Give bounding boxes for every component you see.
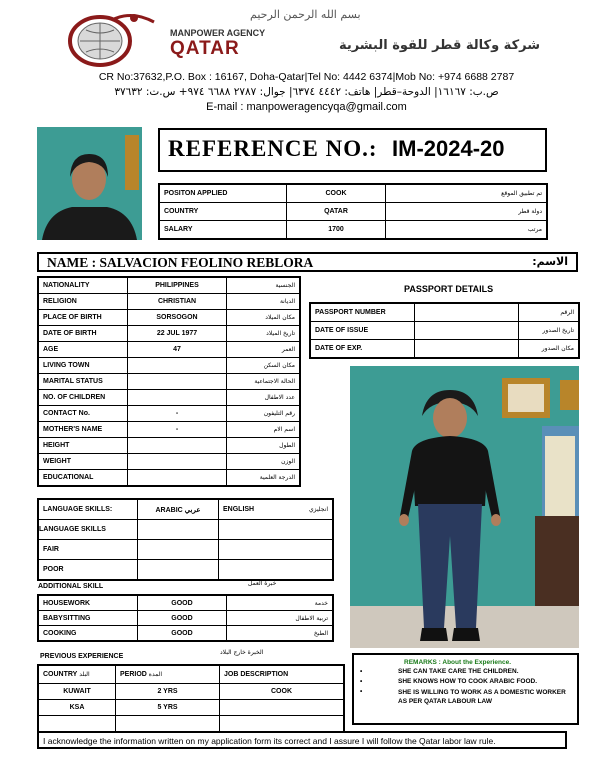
table-row [38,326,300,342]
table-row [38,595,333,611]
language-row-label: FAIR [38,540,138,560]
country-value: QATAR [287,203,386,221]
position-table [158,183,548,240]
agency-big-title: QATAR [170,38,240,59]
personal-arabic: الدرجة العلمية [227,470,301,487]
table-row [38,540,333,560]
remarks-item: • SHE IS WILLING TO WORK AS A DOMESTIC WORKER AS PER QATAR LABOUR LAW [360,688,570,706]
table-row [38,716,344,733]
personal-label: AGE [38,342,128,358]
personal-label: NATIONALITY [38,277,128,294]
table-row [38,470,300,487]
personal-arabic: العمر [227,342,301,358]
salary-value: 1700 [287,221,386,240]
personal-label: PLACE OF BIRTH [38,310,128,326]
experience-country: KSA [38,700,116,716]
table-row [159,203,547,221]
remarks-item-text: SHE IS WILLING TO WORK AS A DOMESTIC WORKER AS PER QATAR LABOUR LAW [398,689,566,705]
personal-label: LIVING TOWN [38,358,128,374]
table-row [38,499,333,520]
table-row [38,294,300,310]
experience-title-ar: الخبرة خارج البلاد [220,649,264,656]
skill-label: BABYSITTING [38,611,138,626]
table-row [38,626,333,642]
table-row [38,560,333,581]
reference-value: IM-2024-20 [392,136,505,161]
personal-arabic: تاريخ الميلاد [227,326,301,342]
table-row [38,454,300,470]
personal-arabic: الحالة الاجتماعية [227,374,301,390]
applicant-name: NAME : SALVACION FEOLINO REBLORA [47,255,314,270]
passport-value [415,322,519,340]
passport-arabic: الرقم [519,303,580,322]
personal-label: CONTACT No. [38,406,128,422]
personal-arabic: رقم التليفون [227,406,301,422]
personal-value [128,374,227,390]
reference-box [158,128,547,172]
additional-skill-table [37,594,334,642]
reference-label: REFERENCE NO.: [168,136,378,161]
applicant-full-photo [350,366,579,648]
experience-table [37,664,345,733]
table-row [310,303,579,322]
table-row [38,520,333,540]
skill-arabic: تربية الاطفال [227,611,334,626]
table-row [38,611,333,626]
table-row [310,322,579,340]
name-bar [37,252,578,272]
passport-arabic: مكان الصدور [519,340,580,359]
experience-title: PREVIOUS EXPERIENCE [40,653,124,660]
country-label: COUNTRY [159,203,287,221]
language-english-ar: انجليزي [286,499,333,520]
table-row [159,221,547,240]
email: E-mail : manpoweragencyqa@gmail.com [206,101,407,113]
country-arabic: دولة قطر [386,203,548,221]
additional-skill-title: ADDITIONAL SKILL [38,583,104,590]
experience-country: KUWAIT [38,684,116,700]
table-row [38,665,344,684]
skill-value: GOOD [138,595,227,611]
experience-job: COOK [220,684,345,700]
table-row [38,390,300,406]
personal-arabic: الجنسية [227,277,301,294]
remarks-item: • SHE KNOWS HOW TO COOK ARABIC FOOD. [360,678,538,685]
table-row [38,406,300,422]
personal-arabic: الطول [227,438,301,454]
position-label: POSITON APPLIED [159,184,287,203]
personal-value [128,454,227,470]
personal-value: CHRISTIAN [128,294,227,310]
language-table [37,498,334,581]
passport-label: PASSPORT NUMBER [310,303,415,322]
personal-value [128,358,227,374]
passport-title: PASSPORT DETAILS [404,284,494,294]
personal-arabic: اسم الام [227,422,301,438]
personal-label: DATE OF BIRTH [38,326,128,342]
table-row [38,438,300,454]
skill-arabic: خدمة [227,595,334,611]
personal-label: NO. OF CHILDREN [38,390,128,406]
personal-value [128,390,227,406]
personal-label: EDUCATIONAL [38,470,128,487]
col-job: JOB DESCRIPTION [220,665,345,684]
col-period-ar: المدة [148,672,163,678]
personal-value: 47 [128,342,227,358]
personal-label: MARITAL STATUS [38,374,128,390]
passport-label: DATE OF ISSUE [310,322,415,340]
skill-value: GOOD [138,611,227,626]
bismillah: بسم الله الرحمن الرحيم [250,8,361,21]
personal-value [128,438,227,454]
remarks-item: • SHE CAN TAKE CARE THE CHILDREN. [360,668,519,675]
personal-value: 22 JUL 1977 [128,326,227,342]
name-arabic: الاسم: [532,255,568,268]
acknowledgement: I acknowledge the information written on my application form its correct and I assure I will follow the Qatar labor law rule. [37,731,567,749]
language-row-label: POOR [38,560,138,581]
language-row-label: LANGUAGE SKILLS [38,520,138,540]
language-english: ENGLISH [219,499,286,520]
table-row [38,310,300,326]
personal-details-table [37,276,301,487]
personal-arabic: مكان السكن [227,358,301,374]
experience-job [220,700,345,716]
table-row [38,277,300,294]
col-country: COUNTRY [43,671,78,678]
agency-arabic-title: شركة وكالة قطر للقوة البشرية [338,38,540,53]
applicant-portrait [37,127,142,240]
personal-arabic: مكان الميلاد [227,310,301,326]
personal-label: HEIGHT [38,438,128,454]
table-row [38,422,300,438]
passport-arabic: تاريخ الصدور [519,322,580,340]
personal-value: PHILIPPINES [128,277,227,294]
personal-value [128,470,227,487]
remarks-item-text: SHE KNOWS HOW TO COOK ARABIC FOOD. [398,678,538,685]
salary-label: SALARY [159,221,287,240]
table-row [159,184,547,203]
passport-table [309,302,580,359]
skill-value: GOOD [138,626,227,642]
position-arabic: تم تطبيق الموقع [386,184,548,203]
language-header: LANGUAGE SKILLS: [38,499,138,520]
additional-skill-title-ar: خبرة العمل [248,580,277,587]
skill-label: HOUSEWORK [38,595,138,611]
remarks-box [352,653,579,725]
table-row [38,684,344,700]
company-logo [62,8,162,68]
experience-period: 5 YRS [116,700,220,716]
language-arabic: ARABIC عربي [138,499,219,520]
col-country-ar: البلد [79,672,90,678]
passport-label: DATE OF EXP. [310,340,415,359]
personal-label: MOTHER'S NAME [38,422,128,438]
contact-arabic: ص.ب: ١٦١٦٧| الدوحة–قطر| هاتف: ٤٤٤٢ ٦٣٧٤| جوال: ٢٧٨٧ ٦٦٨٨ ٩٧٤+ س.ت: ٣٧٦٣٢ [114,86,499,98]
skill-arabic: الطبخ [227,626,334,642]
table-row [38,342,300,358]
table-row [38,374,300,390]
personal-arabic: الوزن [227,454,301,470]
personal-label: RELIGION [38,294,128,310]
remarks-item-text: SHE CAN TAKE CARE THE CHILDREN. [398,668,519,675]
personal-arabic: الديانة [227,294,301,310]
passport-value [415,340,519,359]
skill-label: COOKING [38,626,138,642]
personal-value: - [128,406,227,422]
personal-value: SORSOGON [128,310,227,326]
passport-value [415,303,519,322]
table-row [310,340,579,359]
contact-english: CR No:37632,P.O. Box : 16167, Doha-Qatar|Tel No: 4442 6374|Mob No: +974 6688 2787 [98,71,515,83]
table-row [38,700,344,716]
personal-label: WEIGHT [38,454,128,470]
remarks-title: REMARKS : About the Experience. [404,659,512,666]
col-period: PERIOD [120,671,147,678]
experience-period: 2 YRS [116,684,220,700]
salary-arabic: مرتب [386,221,548,240]
personal-arabic: عدد الاطفال [227,390,301,406]
position-value: COOK [287,184,386,203]
personal-value: - [128,422,227,438]
table-row [38,358,300,374]
agency-small-title: MANPOWER AGENCY [170,28,266,38]
